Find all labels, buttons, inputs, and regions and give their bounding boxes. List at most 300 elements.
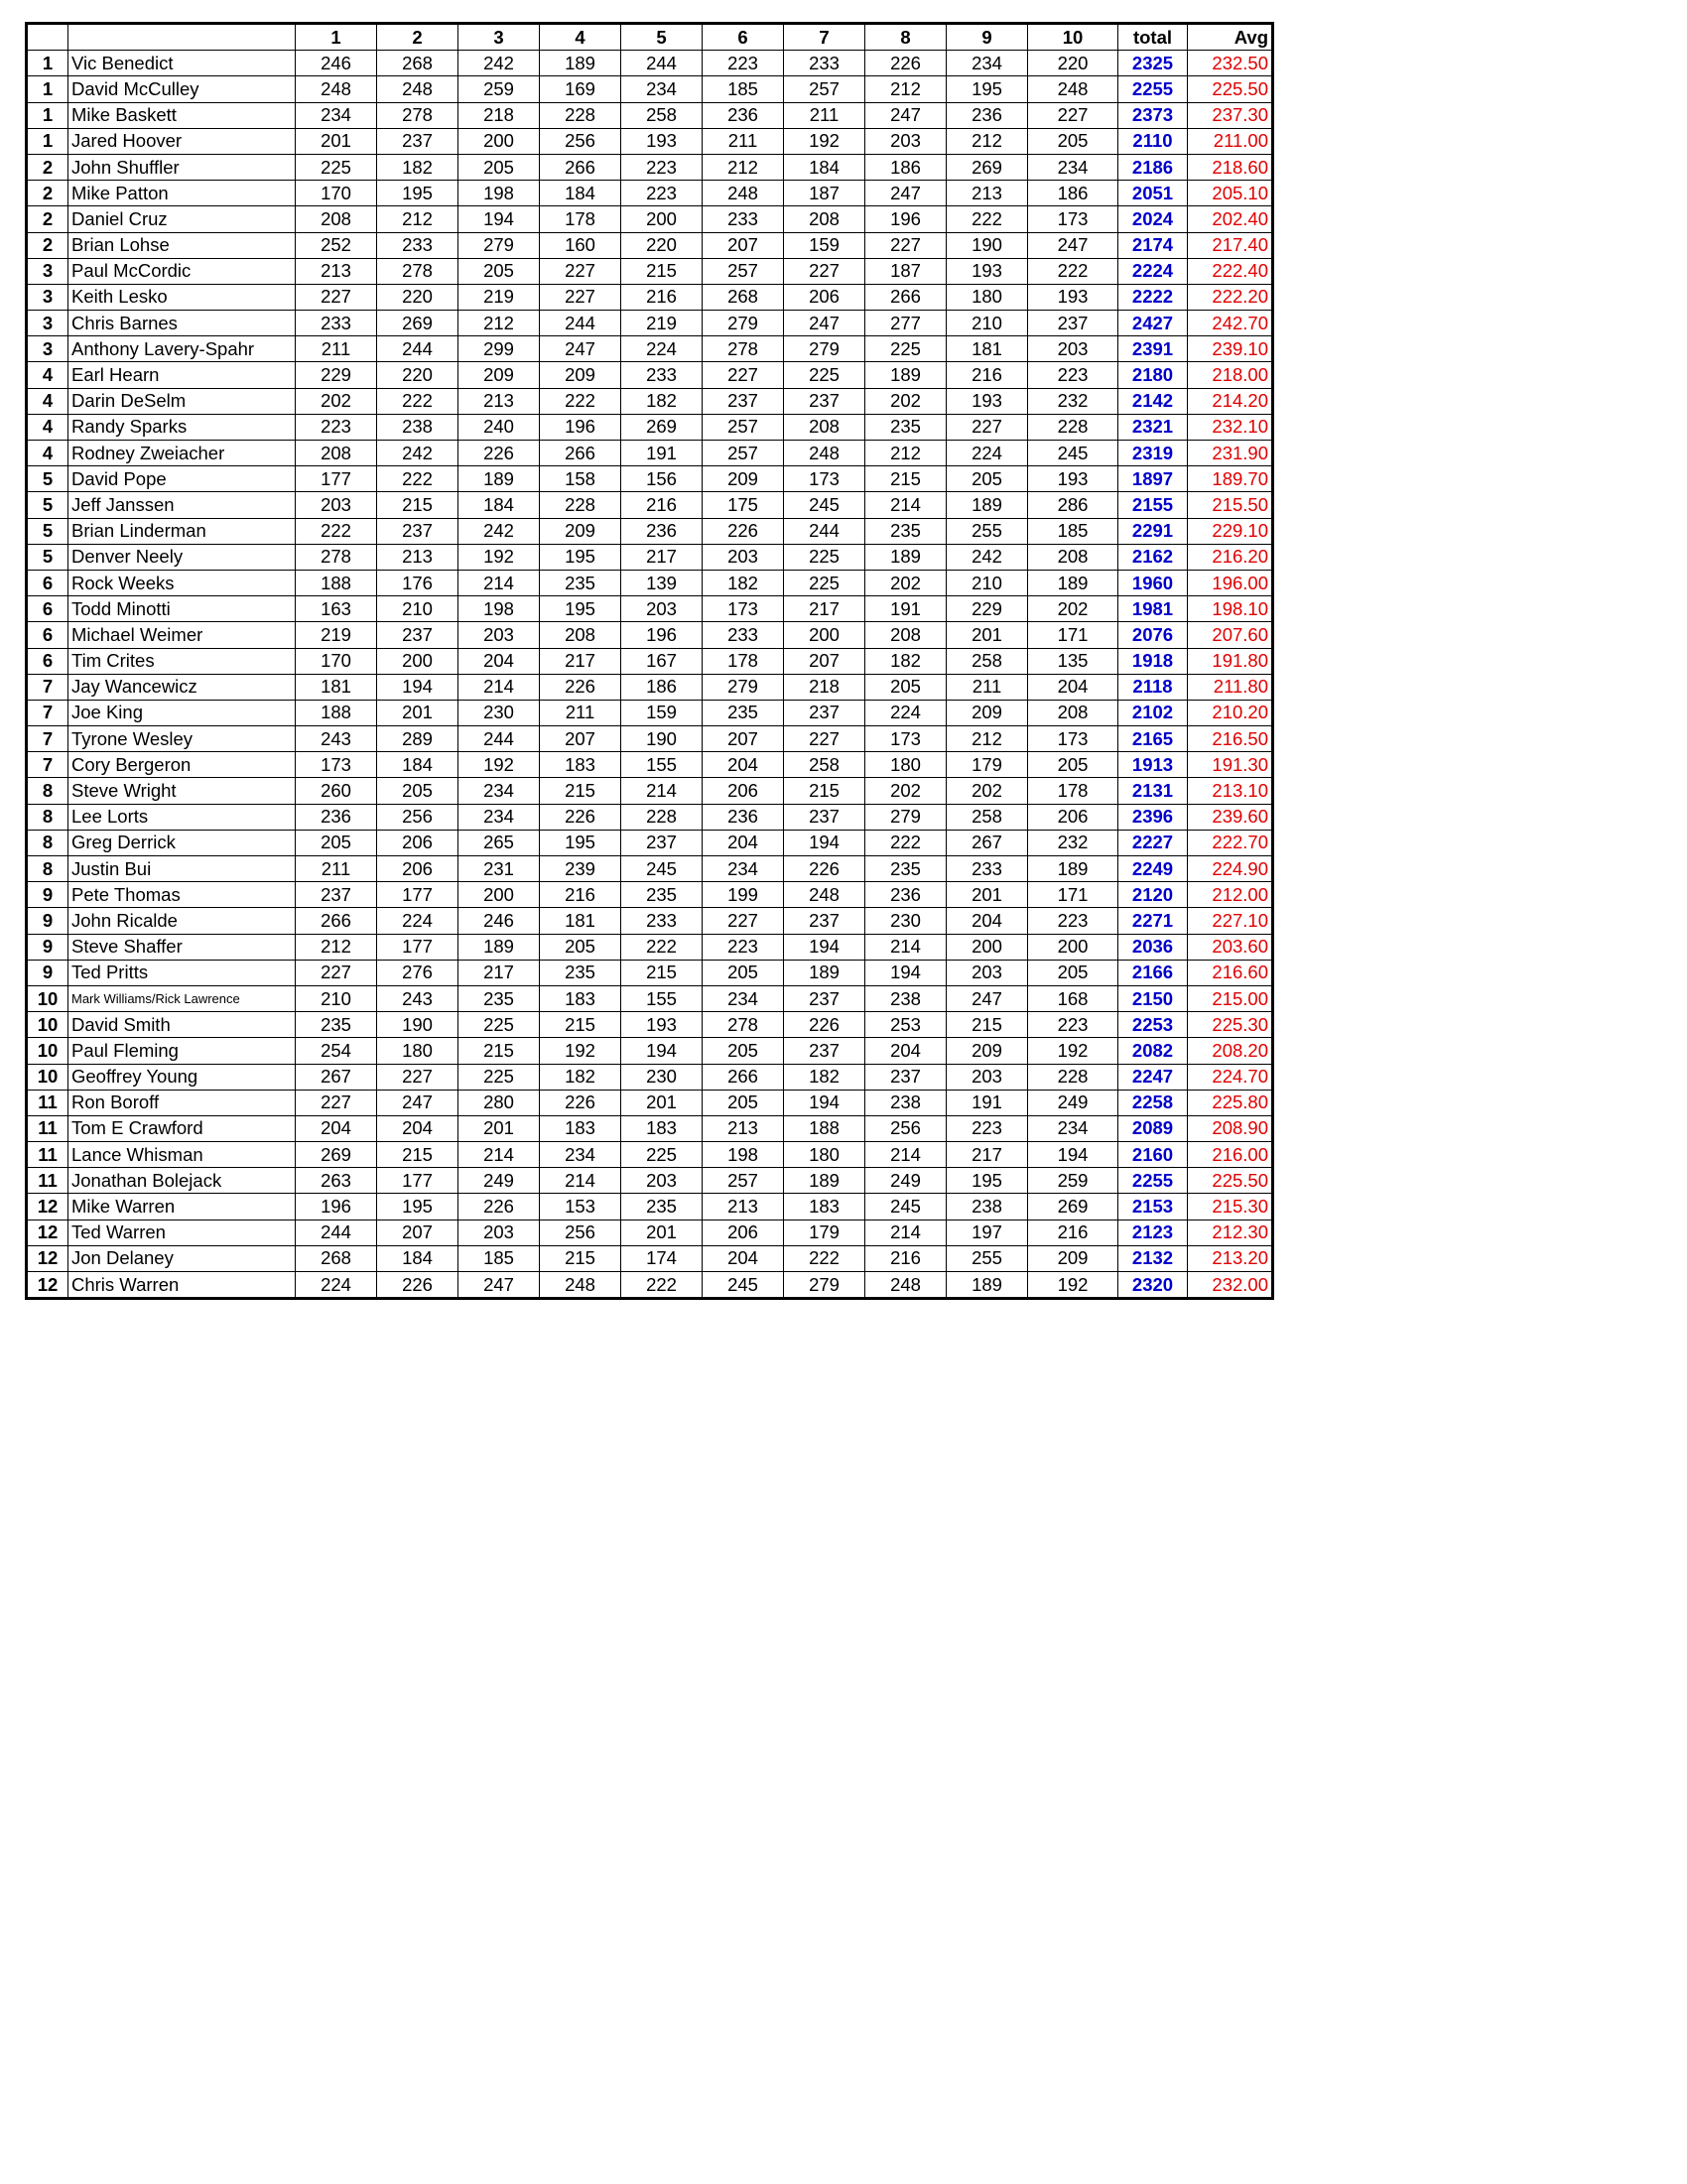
bowler-name: Paul McCordic bbox=[68, 258, 296, 284]
bowler-name: Joe King bbox=[68, 700, 296, 725]
game-8-score: 248 bbox=[865, 1272, 947, 1299]
team-number: 6 bbox=[27, 570, 68, 595]
game-10-score: 189 bbox=[1028, 856, 1118, 882]
team-number: 1 bbox=[27, 128, 68, 154]
game-4-score: 169 bbox=[540, 76, 621, 102]
game-7-score: 192 bbox=[784, 128, 865, 154]
game-8-score: 236 bbox=[865, 882, 947, 908]
table-row bbox=[27, 1012, 1273, 1038]
game-7-score: 257 bbox=[784, 76, 865, 102]
table-row bbox=[27, 570, 1273, 595]
bowler-name: Brian Linderman bbox=[68, 518, 296, 544]
game-10-score: 194 bbox=[1028, 1142, 1118, 1168]
game-6-score: 204 bbox=[703, 1245, 784, 1271]
game-3-score: 185 bbox=[458, 1245, 540, 1271]
total-score: 2427 bbox=[1118, 311, 1188, 336]
game-4-score: 207 bbox=[540, 726, 621, 752]
game-5-score: 203 bbox=[621, 596, 703, 622]
average-score: 217.40 bbox=[1188, 232, 1273, 258]
game-5-score: 191 bbox=[621, 441, 703, 466]
game-7-score: 237 bbox=[784, 700, 865, 725]
game-5-score: 194 bbox=[621, 1038, 703, 1064]
game-6-score: 257 bbox=[703, 258, 784, 284]
game-6-score: 236 bbox=[703, 804, 784, 830]
game-8-score: 224 bbox=[865, 700, 947, 725]
game-7-score: 245 bbox=[784, 492, 865, 518]
game-6-score: 209 bbox=[703, 466, 784, 492]
table-row bbox=[27, 1090, 1273, 1115]
game-10-score: 173 bbox=[1028, 206, 1118, 232]
game-8-score: 215 bbox=[865, 466, 947, 492]
game-2-score: 212 bbox=[377, 206, 458, 232]
total-score: 1913 bbox=[1118, 752, 1188, 778]
game-6-score: 182 bbox=[703, 570, 784, 595]
game-4-score: 266 bbox=[540, 441, 621, 466]
game-1-score: 211 bbox=[296, 336, 377, 362]
game-10-score: 286 bbox=[1028, 492, 1118, 518]
bowler-name: Steve Shaffer bbox=[68, 934, 296, 960]
table-row bbox=[27, 154, 1273, 180]
game-1-score: 252 bbox=[296, 232, 377, 258]
game-7-score: 237 bbox=[784, 1038, 865, 1064]
table-row bbox=[27, 466, 1273, 492]
game-4-score: 214 bbox=[540, 1168, 621, 1194]
game-1-score: 223 bbox=[296, 414, 377, 440]
game-4-score: 215 bbox=[540, 1012, 621, 1038]
game-10-header: 10 bbox=[1028, 24, 1118, 51]
game-8-score: 202 bbox=[865, 778, 947, 804]
average-score: 215.50 bbox=[1188, 492, 1273, 518]
game-7-score: 189 bbox=[784, 1168, 865, 1194]
game-5-score: 220 bbox=[621, 232, 703, 258]
game-3-score: 184 bbox=[458, 492, 540, 518]
average-score: 196.00 bbox=[1188, 570, 1273, 595]
team-number: 11 bbox=[27, 1142, 68, 1168]
game-10-score: 203 bbox=[1028, 336, 1118, 362]
game-2-score: 244 bbox=[377, 336, 458, 362]
total-score: 2373 bbox=[1118, 102, 1188, 128]
game-10-score: 171 bbox=[1028, 622, 1118, 648]
table-row bbox=[27, 596, 1273, 622]
game-6-score: 206 bbox=[703, 1220, 784, 1245]
game-3-score: 192 bbox=[458, 752, 540, 778]
game-4-score: 235 bbox=[540, 570, 621, 595]
bowler-name: Lance Whisman bbox=[68, 1142, 296, 1168]
total-score: 2123 bbox=[1118, 1220, 1188, 1245]
average-score: 218.00 bbox=[1188, 362, 1273, 388]
game-8-score: 247 bbox=[865, 181, 947, 206]
game-9-score: 255 bbox=[947, 1245, 1028, 1271]
game-10-score: 247 bbox=[1028, 232, 1118, 258]
game-8-score: 235 bbox=[865, 856, 947, 882]
game-1-score: 203 bbox=[296, 492, 377, 518]
game-1-score: 225 bbox=[296, 154, 377, 180]
average-score: 237.30 bbox=[1188, 102, 1273, 128]
average-score: 232.10 bbox=[1188, 414, 1273, 440]
average-score: 231.90 bbox=[1188, 441, 1273, 466]
game-2-score: 248 bbox=[377, 76, 458, 102]
game-1-score: 246 bbox=[296, 51, 377, 76]
game-2-score: 227 bbox=[377, 1064, 458, 1090]
table-row bbox=[27, 76, 1273, 102]
game-9-score: 247 bbox=[947, 985, 1028, 1011]
team-number: 9 bbox=[27, 960, 68, 985]
game-8-score: 194 bbox=[865, 960, 947, 985]
total-score: 2153 bbox=[1118, 1194, 1188, 1220]
average-score: 214.20 bbox=[1188, 388, 1273, 414]
table-row bbox=[27, 336, 1273, 362]
table-row bbox=[27, 388, 1273, 414]
game-10-score: 208 bbox=[1028, 700, 1118, 725]
average-score: 191.80 bbox=[1188, 648, 1273, 674]
avg-header: Avg bbox=[1188, 24, 1273, 51]
game-1-score: 234 bbox=[296, 102, 377, 128]
game-6-score: 223 bbox=[703, 934, 784, 960]
game-9-score: 193 bbox=[947, 258, 1028, 284]
game-2-score: 222 bbox=[377, 388, 458, 414]
game-2-score: 224 bbox=[377, 908, 458, 934]
total-score: 2110 bbox=[1118, 128, 1188, 154]
game-3-score: 212 bbox=[458, 311, 540, 336]
game-7-score: 184 bbox=[784, 154, 865, 180]
bowler-name: Michael Weimer bbox=[68, 622, 296, 648]
game-7-score: 244 bbox=[784, 518, 865, 544]
game-9-score: 234 bbox=[947, 51, 1028, 76]
bowler-name: Ron Boroff bbox=[68, 1090, 296, 1115]
game-6-score: 227 bbox=[703, 908, 784, 934]
game-1-score: 212 bbox=[296, 934, 377, 960]
average-score: 232.50 bbox=[1188, 51, 1273, 76]
total-score: 2132 bbox=[1118, 1245, 1188, 1271]
total-score: 2174 bbox=[1118, 232, 1188, 258]
game-5-score: 269 bbox=[621, 414, 703, 440]
game-8-score: 247 bbox=[865, 102, 947, 128]
game-4-score: 248 bbox=[540, 1272, 621, 1299]
table-row bbox=[27, 1220, 1273, 1245]
game-6-score: 185 bbox=[703, 76, 784, 102]
bowler-name: Jon Delaney bbox=[68, 1245, 296, 1271]
team-number: 6 bbox=[27, 648, 68, 674]
table-row bbox=[27, 128, 1273, 154]
bowler-name: David Smith bbox=[68, 1012, 296, 1038]
game-9-header: 9 bbox=[947, 24, 1028, 51]
table-row bbox=[27, 700, 1273, 725]
team-number: 7 bbox=[27, 674, 68, 700]
bowler-name: Mike Patton bbox=[68, 181, 296, 206]
table-row bbox=[27, 726, 1273, 752]
bowler-name: Jay Wancewicz bbox=[68, 674, 296, 700]
game-10-score: 209 bbox=[1028, 1245, 1118, 1271]
game-9-score: 229 bbox=[947, 596, 1028, 622]
game-6-score: 205 bbox=[703, 1090, 784, 1115]
table-row bbox=[27, 362, 1273, 388]
game-1-score: 248 bbox=[296, 76, 377, 102]
average-score: 212.30 bbox=[1188, 1220, 1273, 1245]
game-5-score: 258 bbox=[621, 102, 703, 128]
game-9-score: 258 bbox=[947, 804, 1028, 830]
game-7-score: 188 bbox=[784, 1115, 865, 1141]
game-4-score: 217 bbox=[540, 648, 621, 674]
game-2-score: 220 bbox=[377, 362, 458, 388]
total-score: 2227 bbox=[1118, 830, 1188, 855]
table-row bbox=[27, 544, 1273, 570]
game-4-score: 228 bbox=[540, 492, 621, 518]
game-9-score: 197 bbox=[947, 1220, 1028, 1245]
game-1-score: 254 bbox=[296, 1038, 377, 1064]
team-header bbox=[27, 24, 68, 51]
game-7-score: 222 bbox=[784, 1245, 865, 1271]
game-2-score: 206 bbox=[377, 856, 458, 882]
game-7-score: 226 bbox=[784, 1012, 865, 1038]
game-7-score: 227 bbox=[784, 258, 865, 284]
game-1-score: 202 bbox=[296, 388, 377, 414]
bowler-name: Ted Pritts bbox=[68, 960, 296, 985]
game-2-score: 215 bbox=[377, 492, 458, 518]
game-4-score: 189 bbox=[540, 51, 621, 76]
game-10-score: 228 bbox=[1028, 414, 1118, 440]
average-score: 218.60 bbox=[1188, 154, 1273, 180]
game-10-score: 223 bbox=[1028, 908, 1118, 934]
game-6-score: 207 bbox=[703, 726, 784, 752]
game-5-score: 223 bbox=[621, 181, 703, 206]
game-6-score: 226 bbox=[703, 518, 784, 544]
table-row bbox=[27, 960, 1273, 985]
game-3-score: 247 bbox=[458, 1272, 540, 1299]
game-10-score: 178 bbox=[1028, 778, 1118, 804]
game-3-score: 214 bbox=[458, 674, 540, 700]
team-number: 1 bbox=[27, 51, 68, 76]
game-7-score: 237 bbox=[784, 985, 865, 1011]
table-row bbox=[27, 258, 1273, 284]
total-score: 2271 bbox=[1118, 908, 1188, 934]
game-5-header: 5 bbox=[621, 24, 703, 51]
game-2-header: 2 bbox=[377, 24, 458, 51]
game-3-score: 200 bbox=[458, 882, 540, 908]
team-number: 4 bbox=[27, 388, 68, 414]
game-7-score: 258 bbox=[784, 752, 865, 778]
game-2-score: 195 bbox=[377, 181, 458, 206]
game-5-score: 224 bbox=[621, 336, 703, 362]
game-4-score: 160 bbox=[540, 232, 621, 258]
game-1-score: 224 bbox=[296, 1272, 377, 1299]
game-9-score: 200 bbox=[947, 934, 1028, 960]
game-2-score: 237 bbox=[377, 128, 458, 154]
game-3-score: 230 bbox=[458, 700, 540, 725]
game-1-score: 188 bbox=[296, 570, 377, 595]
game-1-score: 213 bbox=[296, 258, 377, 284]
table-row bbox=[27, 778, 1273, 804]
average-score: 225.50 bbox=[1188, 1168, 1273, 1194]
game-9-score: 213 bbox=[947, 181, 1028, 206]
game-3-score: 218 bbox=[458, 102, 540, 128]
total-score: 2180 bbox=[1118, 362, 1188, 388]
team-number: 4 bbox=[27, 441, 68, 466]
game-3-score: 203 bbox=[458, 622, 540, 648]
game-8-score: 279 bbox=[865, 804, 947, 830]
bowler-name: Rodney Zweiacher bbox=[68, 441, 296, 466]
game-8-score: 249 bbox=[865, 1168, 947, 1194]
game-2-score: 180 bbox=[377, 1038, 458, 1064]
total-score: 2249 bbox=[1118, 856, 1188, 882]
game-10-score: 205 bbox=[1028, 960, 1118, 985]
game-10-score: 232 bbox=[1028, 388, 1118, 414]
average-score: 208.90 bbox=[1188, 1115, 1273, 1141]
game-8-header: 8 bbox=[865, 24, 947, 51]
bowler-name: Ted Warren bbox=[68, 1220, 296, 1245]
total-score: 1960 bbox=[1118, 570, 1188, 595]
game-2-score: 242 bbox=[377, 441, 458, 466]
game-2-score: 278 bbox=[377, 258, 458, 284]
team-number: 4 bbox=[27, 362, 68, 388]
game-8-score: 187 bbox=[865, 258, 947, 284]
game-8-score: 186 bbox=[865, 154, 947, 180]
game-9-score: 189 bbox=[947, 492, 1028, 518]
game-5-score: 234 bbox=[621, 76, 703, 102]
team-number: 11 bbox=[27, 1115, 68, 1141]
game-9-score: 224 bbox=[947, 441, 1028, 466]
game-5-score: 219 bbox=[621, 311, 703, 336]
game-4-score: 158 bbox=[540, 466, 621, 492]
game-9-score: 181 bbox=[947, 336, 1028, 362]
game-7-score: 279 bbox=[784, 1272, 865, 1299]
total-score: 2160 bbox=[1118, 1142, 1188, 1168]
game-8-score: 196 bbox=[865, 206, 947, 232]
game-10-score: 249 bbox=[1028, 1090, 1118, 1115]
game-1-score: 227 bbox=[296, 1090, 377, 1115]
game-10-score: 248 bbox=[1028, 76, 1118, 102]
table-row bbox=[27, 856, 1273, 882]
game-10-score: 234 bbox=[1028, 1115, 1118, 1141]
average-score: 215.00 bbox=[1188, 985, 1273, 1011]
game-5-score: 167 bbox=[621, 648, 703, 674]
table-row bbox=[27, 934, 1273, 960]
total-score: 2024 bbox=[1118, 206, 1188, 232]
bowler-name: Darin DeSelm bbox=[68, 388, 296, 414]
game-2-score: 220 bbox=[377, 284, 458, 310]
game-5-score: 228 bbox=[621, 804, 703, 830]
game-9-score: 203 bbox=[947, 960, 1028, 985]
game-2-score: 238 bbox=[377, 414, 458, 440]
bowler-name: Tom E Crawford bbox=[68, 1115, 296, 1141]
game-4-score: 153 bbox=[540, 1194, 621, 1220]
team-number: 10 bbox=[27, 1064, 68, 1090]
table-row bbox=[27, 311, 1273, 336]
game-2-score: 177 bbox=[377, 1168, 458, 1194]
game-6-score: 203 bbox=[703, 544, 784, 570]
game-10-score: 204 bbox=[1028, 674, 1118, 700]
game-8-score: 214 bbox=[865, 934, 947, 960]
average-score: 222.70 bbox=[1188, 830, 1273, 855]
game-8-score: 212 bbox=[865, 441, 947, 466]
total-score: 2051 bbox=[1118, 181, 1188, 206]
game-5-score: 190 bbox=[621, 726, 703, 752]
table-row bbox=[27, 1194, 1273, 1220]
average-score: 242.70 bbox=[1188, 311, 1273, 336]
game-9-score: 195 bbox=[947, 1168, 1028, 1194]
table-row bbox=[27, 284, 1273, 310]
table-row bbox=[27, 1168, 1273, 1194]
game-3-score: 246 bbox=[458, 908, 540, 934]
game-5-score: 217 bbox=[621, 544, 703, 570]
game-6-score: 213 bbox=[703, 1115, 784, 1141]
average-score: 216.00 bbox=[1188, 1142, 1273, 1168]
total-score: 1897 bbox=[1118, 466, 1188, 492]
game-3-score: 192 bbox=[458, 544, 540, 570]
game-9-score: 242 bbox=[947, 544, 1028, 570]
game-1-score: 267 bbox=[296, 1064, 377, 1090]
game-10-score: 269 bbox=[1028, 1194, 1118, 1220]
table-body bbox=[27, 51, 1273, 1299]
game-9-score: 267 bbox=[947, 830, 1028, 855]
game-2-score: 226 bbox=[377, 1272, 458, 1299]
game-4-score: 266 bbox=[540, 154, 621, 180]
game-3-score: 219 bbox=[458, 284, 540, 310]
game-3-score: 215 bbox=[458, 1038, 540, 1064]
bowler-name: Jared Hoover bbox=[68, 128, 296, 154]
game-9-score: 211 bbox=[947, 674, 1028, 700]
average-score: 224.70 bbox=[1188, 1064, 1273, 1090]
game-7-score: 180 bbox=[784, 1142, 865, 1168]
average-score: 213.20 bbox=[1188, 1245, 1273, 1271]
game-1-score: 201 bbox=[296, 128, 377, 154]
team-number: 5 bbox=[27, 466, 68, 492]
game-4-score: 208 bbox=[540, 622, 621, 648]
bowler-name: Rock Weeks bbox=[68, 570, 296, 595]
total-score: 1981 bbox=[1118, 596, 1188, 622]
team-number: 2 bbox=[27, 154, 68, 180]
game-5-score: 216 bbox=[621, 284, 703, 310]
game-3-score: 265 bbox=[458, 830, 540, 855]
game-5-score: 196 bbox=[621, 622, 703, 648]
total-score: 2253 bbox=[1118, 1012, 1188, 1038]
team-number: 12 bbox=[27, 1245, 68, 1271]
game-4-score: 183 bbox=[540, 985, 621, 1011]
game-1-score: 204 bbox=[296, 1115, 377, 1141]
total-score: 2150 bbox=[1118, 985, 1188, 1011]
total-score: 2076 bbox=[1118, 622, 1188, 648]
bowler-name: Denver Neely bbox=[68, 544, 296, 570]
total-score: 2102 bbox=[1118, 700, 1188, 725]
total-score: 2255 bbox=[1118, 76, 1188, 102]
name-header bbox=[68, 24, 296, 51]
average-score: 227.10 bbox=[1188, 908, 1273, 934]
average-score: 216.50 bbox=[1188, 726, 1273, 752]
game-5-score: 215 bbox=[621, 258, 703, 284]
team-number: 2 bbox=[27, 181, 68, 206]
game-4-score: 195 bbox=[540, 830, 621, 855]
game-5-score: 233 bbox=[621, 362, 703, 388]
game-7-score: 215 bbox=[784, 778, 865, 804]
game-7-score: 194 bbox=[784, 1090, 865, 1115]
bowler-name: Steve Wright bbox=[68, 778, 296, 804]
bowler-name: Chris Barnes bbox=[68, 311, 296, 336]
game-9-score: 195 bbox=[947, 76, 1028, 102]
game-6-score: 268 bbox=[703, 284, 784, 310]
team-number: 10 bbox=[27, 1012, 68, 1038]
game-4-score: 239 bbox=[540, 856, 621, 882]
game-10-score: 193 bbox=[1028, 284, 1118, 310]
average-score: 207.60 bbox=[1188, 622, 1273, 648]
game-6-score: 257 bbox=[703, 441, 784, 466]
game-4-score: 195 bbox=[540, 544, 621, 570]
game-4-score: 184 bbox=[540, 181, 621, 206]
bowler-name: John Ricalde bbox=[68, 908, 296, 934]
game-10-score: 223 bbox=[1028, 362, 1118, 388]
average-score: 189.70 bbox=[1188, 466, 1273, 492]
game-4-score: 209 bbox=[540, 518, 621, 544]
bowler-name: Pete Thomas bbox=[68, 882, 296, 908]
game-9-score: 201 bbox=[947, 882, 1028, 908]
